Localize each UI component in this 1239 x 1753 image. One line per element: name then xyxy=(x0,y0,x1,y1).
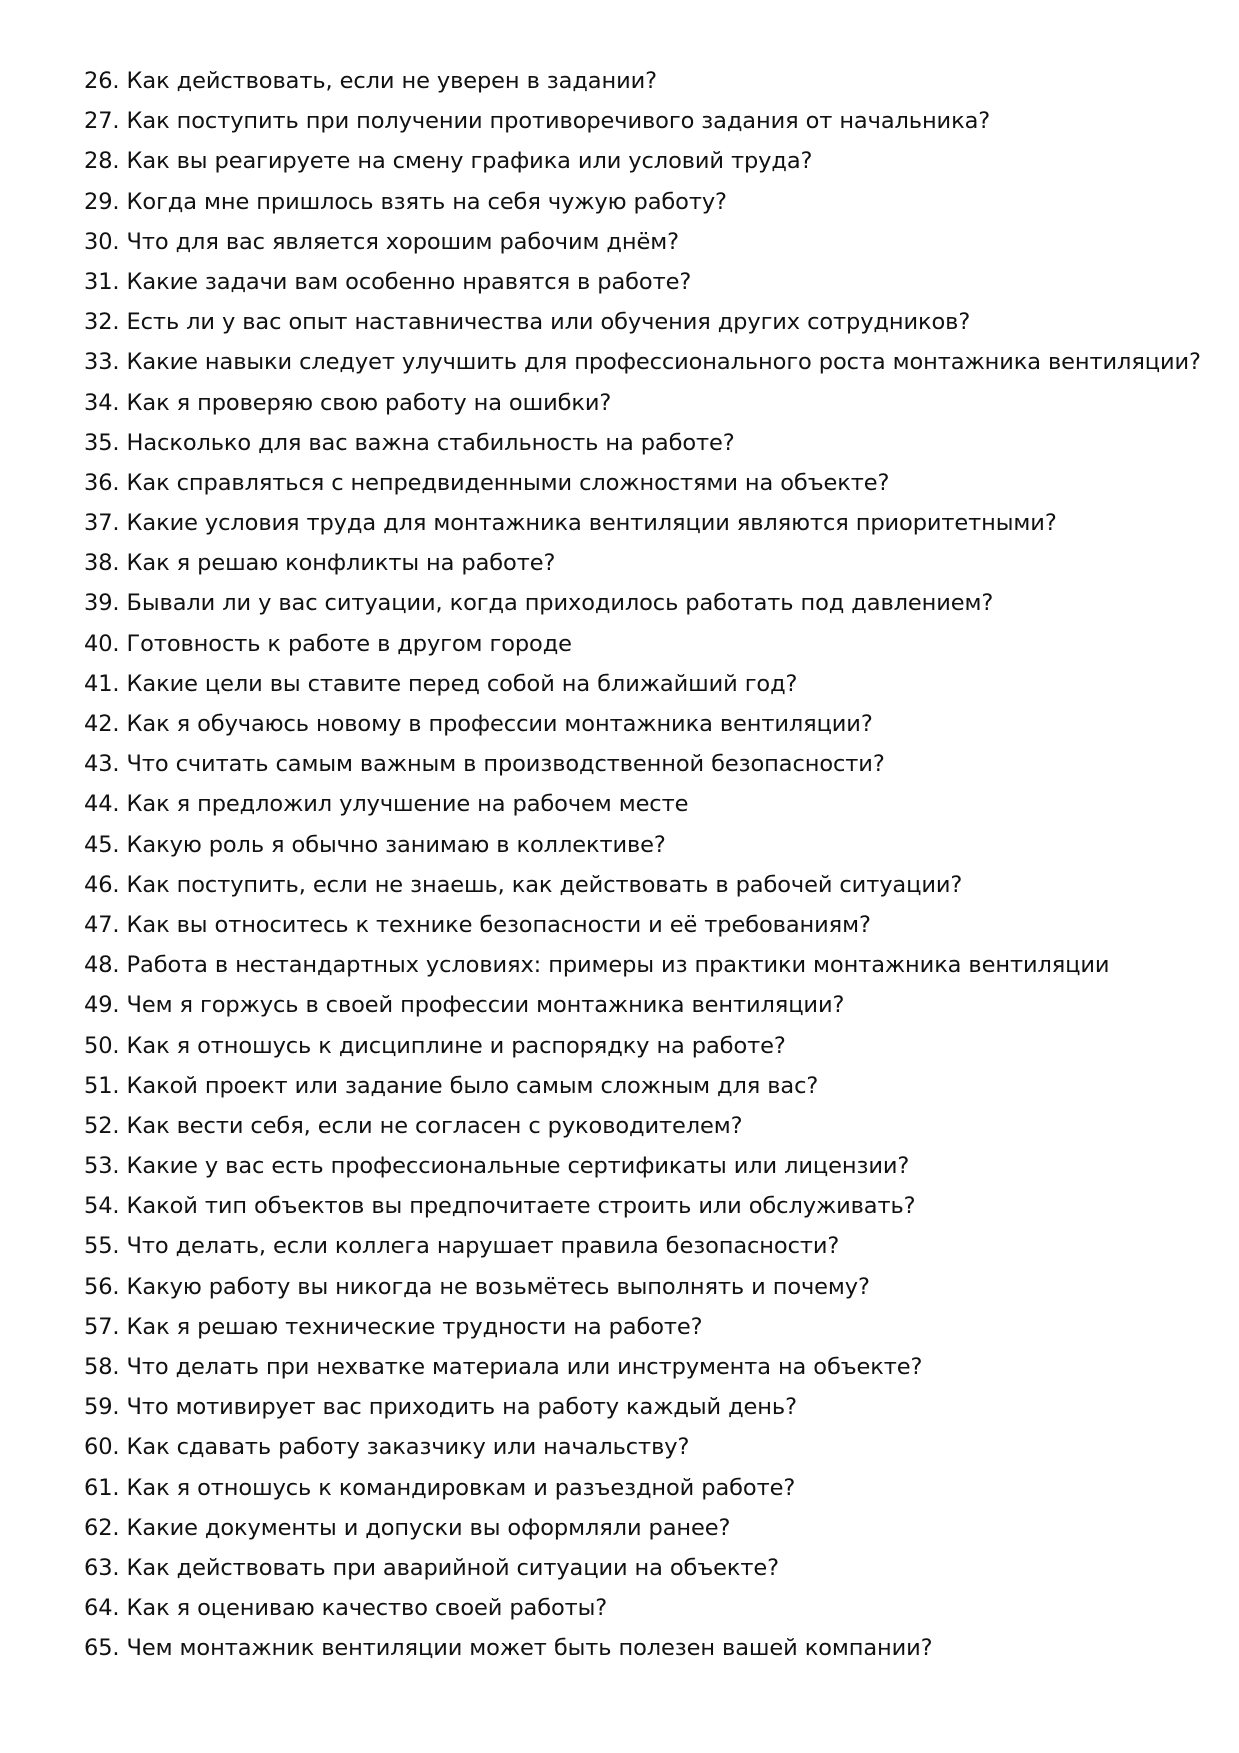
question-item xyxy=(84,423,1204,463)
question-number: 36. xyxy=(84,469,120,496)
question-number: 39. xyxy=(84,590,120,617)
question-number: 64. xyxy=(84,1595,120,1622)
question-number: 41. xyxy=(84,670,120,697)
question-item xyxy=(84,1307,1204,1347)
question-item xyxy=(84,1387,1204,1427)
question-number: 35. xyxy=(84,429,120,456)
question-text: Когда мне пришлось взять на себя чужую работу? xyxy=(126,188,727,215)
question-item xyxy=(84,985,1204,1025)
question-item xyxy=(84,624,1204,664)
question-number: 55. xyxy=(84,1233,120,1260)
question-number: 46. xyxy=(84,871,120,898)
question-number: 30. xyxy=(84,228,120,255)
question-text: Как поступить, если не знаешь, как действовать в рабочей ситуации? xyxy=(126,871,963,898)
question-text: Какие условия труда для монтажника вентиляции являются приоритетными? xyxy=(126,510,1057,537)
question-text: Как я отношусь к дисциплине и распорядку на работе? xyxy=(126,1032,786,1059)
question-item xyxy=(84,1628,1204,1668)
question-text: Как сдавать работу заказчику или начальству? xyxy=(126,1434,690,1461)
question-item xyxy=(84,744,1204,784)
question-item xyxy=(84,1267,1204,1307)
question-text: Как действовать при аварийной ситуации на объекте? xyxy=(126,1554,779,1581)
question-number: 54. xyxy=(84,1193,120,1220)
question-item xyxy=(84,1347,1204,1387)
question-text: Что делать, если коллега нарушает правила безопасности? xyxy=(126,1233,840,1260)
question-text: Что мотивирует вас приходить на работу каждый день? xyxy=(126,1394,797,1421)
question-number: 43. xyxy=(84,751,120,778)
question-text: Насколько для вас важна стабильность на работе? xyxy=(126,429,735,456)
question-item xyxy=(84,383,1204,423)
question-number: 26. xyxy=(84,68,120,94)
question-item xyxy=(84,825,1204,865)
question-number: 59. xyxy=(84,1394,120,1421)
question-text: Какой тип объектов вы предпочитаете строить или обслуживать? xyxy=(126,1193,916,1220)
question-number: 52. xyxy=(84,1112,120,1139)
question-number: 33. xyxy=(84,349,120,376)
question-text: Как я проверяю свою работу на ошибки? xyxy=(126,389,612,416)
question-number: 60. xyxy=(84,1434,120,1461)
question-item xyxy=(84,61,1204,101)
question-text: Работа в нестандартных условиях: примеры из практики монтажника вентиляции xyxy=(126,952,1110,979)
question-item xyxy=(84,463,1204,503)
question-item xyxy=(84,865,1204,905)
question-item xyxy=(84,583,1204,623)
question-text: Как поступить при получении противоречивого задания от начальника? xyxy=(126,108,991,135)
question-number: 53. xyxy=(84,1153,120,1180)
question-text: Есть ли у вас опыт наставничества или обучения других сотрудников? xyxy=(126,309,971,336)
question-text: Как вести себя, если не согласен с руководителем? xyxy=(126,1112,743,1139)
question-number: 31. xyxy=(84,268,120,295)
question-number: 51. xyxy=(84,1072,120,1099)
question-item xyxy=(84,784,1204,824)
question-item xyxy=(84,342,1204,382)
question-text: Готовность к работе в другом городе xyxy=(126,630,572,657)
question-item xyxy=(84,182,1204,222)
question-item xyxy=(84,1106,1204,1146)
question-item xyxy=(84,302,1204,342)
question-item xyxy=(84,1508,1204,1548)
question-number: 58. xyxy=(84,1354,120,1380)
question-number: 32. xyxy=(84,309,120,336)
question-text: Какие навыки следует улучшить для профессионального роста монтажника вентиляции? xyxy=(126,349,1201,376)
question-item xyxy=(84,664,1204,704)
question-text: Как я отношусь к командировкам и разъездной работе? xyxy=(126,1474,796,1501)
question-text: Какую роль я обычно занимаю в коллективе? xyxy=(126,831,666,858)
question-number: 34. xyxy=(84,389,120,416)
question-item xyxy=(84,1588,1204,1628)
question-number: 65. xyxy=(84,1635,120,1662)
question-number: 42. xyxy=(84,711,120,737)
question-text: Как я обучаюсь новому в профессии монтажника вентиляции? xyxy=(126,711,873,737)
question-item xyxy=(84,1026,1204,1066)
question-text: Какие у вас есть профессиональные сертификаты или лицензии? xyxy=(126,1153,910,1180)
question-item xyxy=(84,1066,1204,1106)
question-list xyxy=(84,61,1204,1669)
question-number: 38. xyxy=(84,550,120,577)
question-number: 29. xyxy=(84,188,120,215)
question-text: Как вы реагируете на смену графика или условий труда? xyxy=(126,148,813,175)
question-number: 45. xyxy=(84,831,120,858)
question-text: Как я решаю технические трудности на работе? xyxy=(126,1313,703,1340)
question-item xyxy=(84,262,1204,302)
question-number: 62. xyxy=(84,1514,120,1541)
question-number: 28. xyxy=(84,148,120,175)
question-item xyxy=(84,704,1204,744)
question-number: 47. xyxy=(84,911,120,938)
question-item xyxy=(84,222,1204,262)
question-text: Как я решаю конфликты на работе? xyxy=(126,550,556,577)
question-text: Какие задачи вам особенно нравятся в работе? xyxy=(126,268,692,295)
question-item xyxy=(84,1427,1204,1467)
question-number: 63. xyxy=(84,1554,120,1581)
question-text: Какой проект или задание было самым сложным для вас? xyxy=(126,1072,819,1099)
question-number: 56. xyxy=(84,1273,120,1300)
question-item xyxy=(84,1548,1204,1588)
question-text: Какие цели вы ставите перед собой на ближайший год? xyxy=(126,670,798,697)
question-item xyxy=(84,503,1204,543)
question-item xyxy=(84,101,1204,141)
question-number: 48. xyxy=(84,952,120,979)
question-item xyxy=(84,1226,1204,1266)
question-number: 50. xyxy=(84,1032,120,1059)
question-text: Какую работу вы никогда не возьмётесь выполнять и почему? xyxy=(126,1273,870,1300)
question-number: 44. xyxy=(84,791,120,818)
question-text: Как вы относитесь к технике безопасности и её требованиям? xyxy=(126,911,871,938)
question-text: Что считать самым важным в производственной безопасности? xyxy=(126,751,885,778)
question-item xyxy=(84,905,1204,945)
question-text: Чем я горжусь в своей профессии монтажника вентиляции? xyxy=(126,992,845,1019)
question-text: Как действовать, если не уверен в задании? xyxy=(126,68,657,94)
question-number: 37. xyxy=(84,510,120,537)
question-text: Бывали ли у вас ситуации, когда приходилось работать под давлением? xyxy=(126,590,994,617)
question-item xyxy=(84,141,1204,181)
question-text: Чем монтажник вентиляции может быть полезен вашей компании? xyxy=(126,1635,933,1662)
question-number: 61. xyxy=(84,1474,120,1501)
question-text: Как справляться с непредвиденными сложностями на объекте? xyxy=(126,469,890,496)
question-text: Что делать при нехватке материала или инструмента на объекте? xyxy=(126,1354,923,1380)
question-text: Какие документы и допуски вы оформляли ранее? xyxy=(126,1514,731,1541)
question-item xyxy=(84,1468,1204,1508)
question-item xyxy=(84,543,1204,583)
question-item xyxy=(84,1146,1204,1186)
question-text: Как я оцениваю качество своей работы? xyxy=(126,1595,608,1622)
question-number: 27. xyxy=(84,108,120,135)
question-number: 57. xyxy=(84,1313,120,1340)
question-item xyxy=(84,1186,1204,1226)
question-item xyxy=(84,945,1204,985)
question-number: 40. xyxy=(84,630,120,657)
question-number: 49. xyxy=(84,992,120,1019)
question-text: Как я предложил улучшение на рабочем месте xyxy=(126,791,689,818)
question-text: Что для вас является хорошим рабочим днём? xyxy=(126,228,679,255)
